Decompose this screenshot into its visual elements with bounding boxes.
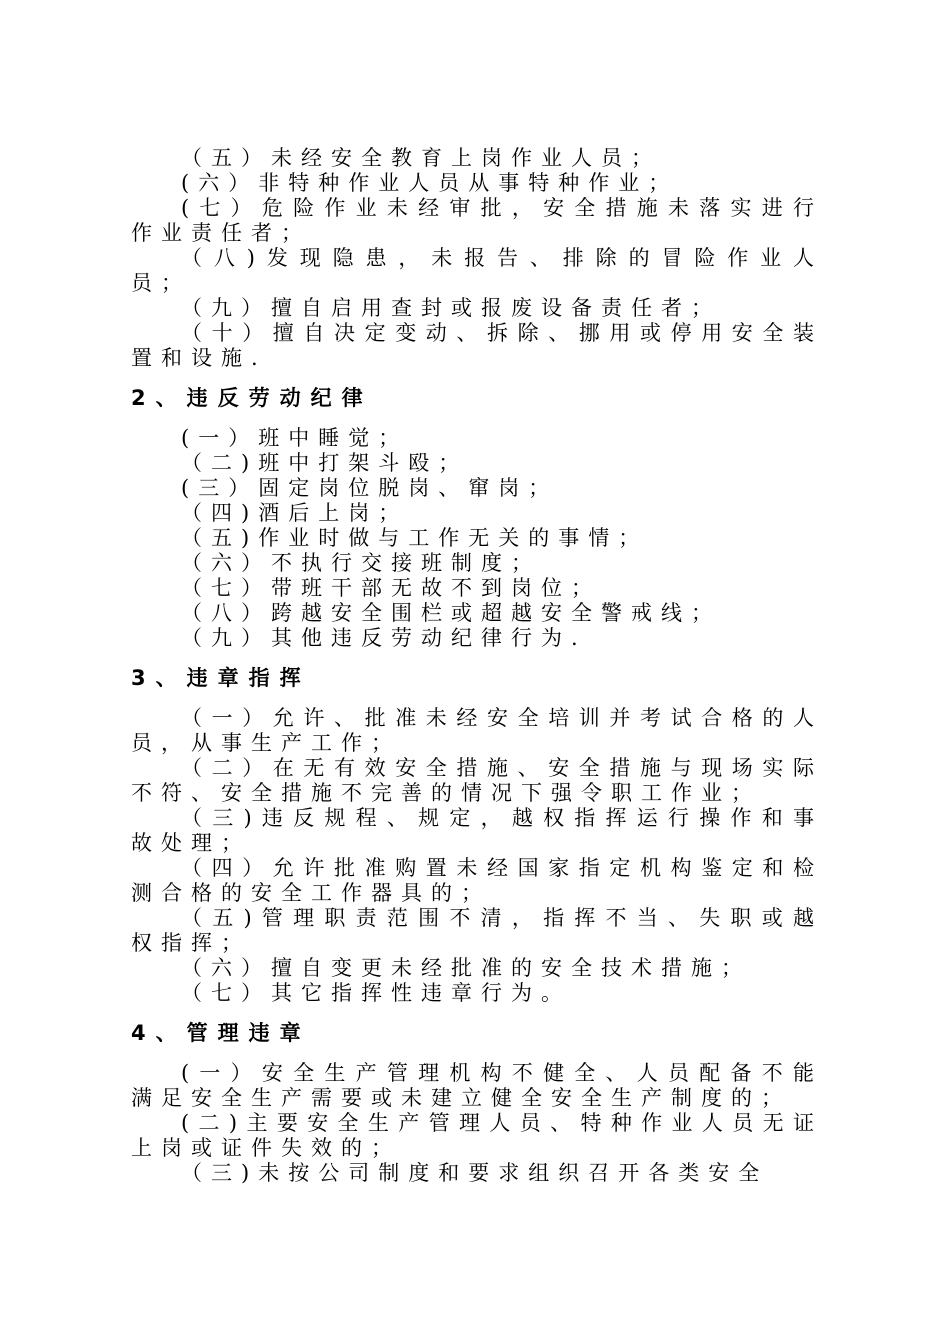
list-item: (七）危险作业未经审批，安全措施未落实进行作业责任者；	[131, 196, 823, 245]
list-item: （十）擅自决定变动、拆除、挪用或停用安全装置和设施.	[131, 321, 823, 370]
list-item: （三)未按公司制度和要求组织召开各类安全	[181, 1161, 769, 1185]
document-page	[131, 146, 823, 1186]
section-2	[131, 386, 823, 651]
list-item: （三)违反规程、规定，越权指挥运行操作和事故处理；	[131, 806, 823, 855]
list-item: （五)管理职责范围不清，指挥不当、失职或越权指挥；	[131, 906, 823, 955]
list-item: (一）安全生产管理机构不健全、人员配备不能满足安全生产需要或未建立健全安全生产制度的；	[131, 1061, 823, 1110]
list-item: （九）其他违反劳动纪律行为.	[181, 626, 587, 650]
list-item: （九）擅自启用查封或报废设备责任者；	[181, 296, 721, 320]
list-item: (三）固定岗位脱岗、窜岗；	[181, 476, 559, 500]
list-item: （二）在无有效安全措施、安全措施与现场实际不符、安全措施不完善的情况下强令职工作业；	[131, 756, 823, 805]
list-item: (六）非特种作业人员从事特种作业；	[181, 171, 679, 195]
list-item: （八)发现隐患，未报告、排除的冒险作业人员；	[131, 246, 823, 295]
list-item: （一）允许、批准未经安全培训并考试合格的人员，从事生产工作；	[131, 706, 823, 755]
section-3	[131, 666, 823, 1006]
list-item: （五)作业时做与工作无关的事情；	[181, 526, 649, 550]
list-item: （七）带班干部无故不到岗位；	[181, 576, 601, 600]
list-item: （五）未经安全教育上岗作业人员；	[181, 146, 661, 170]
section-1	[131, 146, 823, 371]
section-heading: 2、违反劳动纪律	[131, 386, 373, 410]
list-item: (一）班中睡觉；	[181, 426, 409, 450]
list-item: （六）不执行交接班制度；	[181, 551, 541, 575]
section-heading: 3、违章指挥	[131, 666, 311, 690]
list-item: （二)班中打架斗殴；	[181, 451, 469, 475]
section-heading: 4、管理违章	[131, 1021, 311, 1045]
list-item: （六）擅自变更未经批准的安全技术措施；	[181, 956, 751, 980]
list-item: （八）跨越安全围栏或超越安全警戒线；	[181, 601, 721, 625]
section-4	[131, 1021, 823, 1186]
list-item: （七）其它指挥性违章行为。	[181, 981, 571, 1005]
list-item: （四)酒后上岗；	[181, 501, 409, 525]
list-item: (二)主要安全生产管理人员、特种作业人员无证上岗或证件失效的；	[131, 1111, 823, 1160]
list-item: （四）允许批准购置未经国家指定机构鉴定和检测合格的安全工作器具的；	[131, 856, 823, 905]
